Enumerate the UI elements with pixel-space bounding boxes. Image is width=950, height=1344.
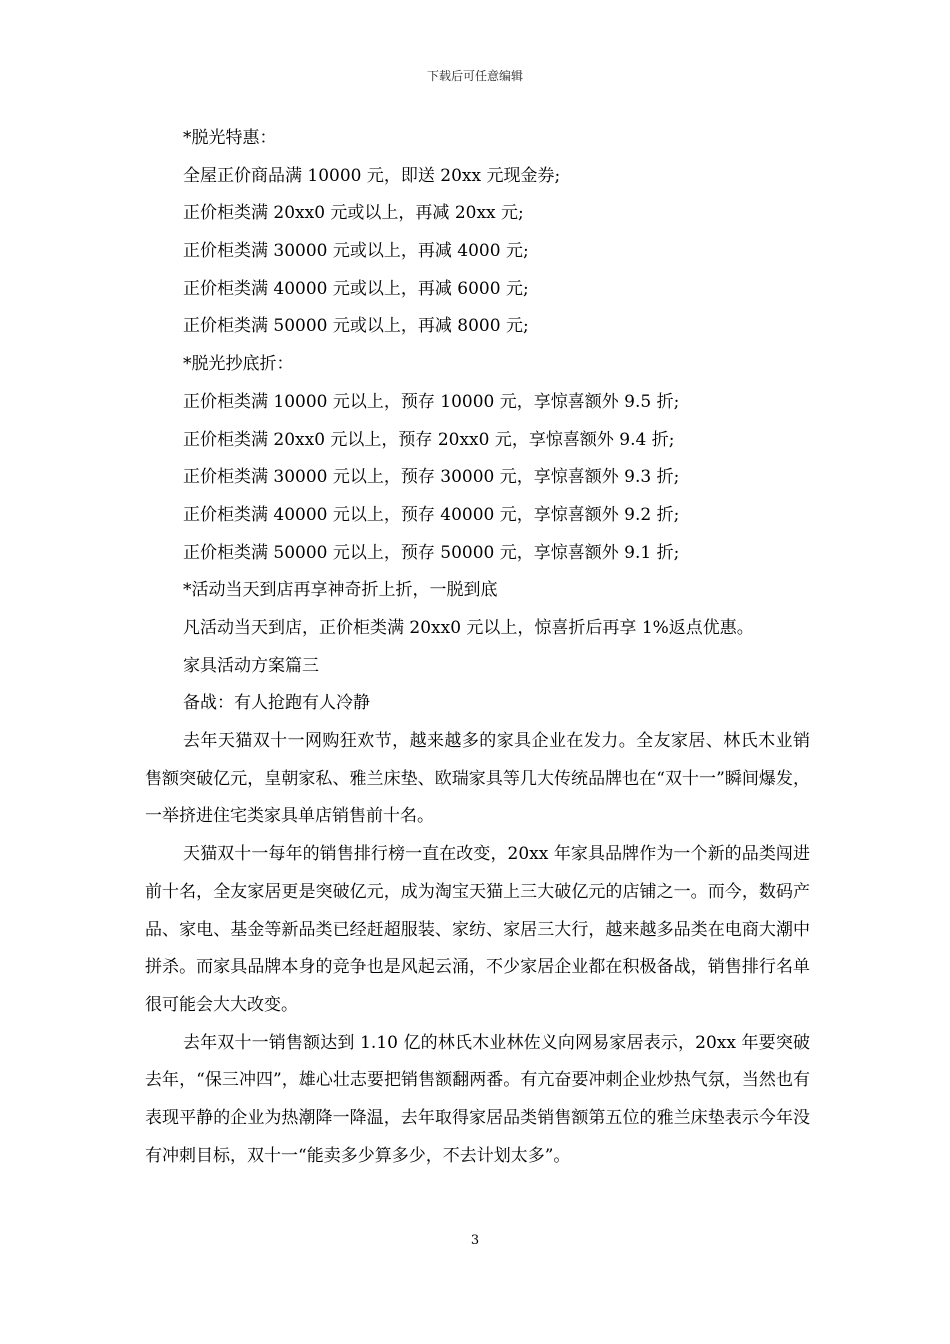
text-line: 全屋正价商品满 10000 元，即送 20xx 元现金券; — [183, 165, 561, 186]
text-line: 正价柜类满 40000 元或以上，再减 6000 元; — [183, 278, 529, 299]
text-line: *脱光抄底折： — [183, 354, 294, 375]
text-line: 正价柜类满 30000 元以上，预存 30000 元，享惊喜额外 9.3 折; — [183, 467, 680, 488]
paragraph: 去年双十一销售额达到 1.10 亿的林氏木业林佐义向网易家居表示，20xx 年要突破去年，“保三冲四”，雄心壮志要把销售额翻两番。有亢奋要冲刺企业炒热气氛，当然也有表现平静的企业为热潮降一降温，去年取得家居品类销售额第五位的雅兰床垫表示今年没有冲刺目标，双十一“能卖多少算多少，不去计划太多”。 — [145, 1032, 810, 1166]
text-line: *活动当天到店再享神奇折上折，一脱到底 — [183, 580, 498, 601]
text-line: 正价柜类满 20xx0 元以上，预存 20xx0 元，享惊喜额外 9.4 折; — [183, 429, 675, 450]
paragraph: 天猫双十一每年的销售排行榜一直在改变，20xx 年家具品牌作为一个新的品类闯进前十名，全友家居更是突破亿元，成为淘宝天猫上三大破亿元的店铺之一。而今，数码产品、家电、基金等新品类已经赶超服装、家纺、家居三大行，越来越多品类在电商大潮中拼杀。而家具品牌本身的竞争也是风起云涌，不少家居企业都在积极备战，销售排行名单很可能会大大改变。 — [145, 844, 810, 1015]
page-header: 下载后可任意编辑 — [426, 69, 523, 83]
paragraph: 去年天猫双十一网购狂欢节，越来越多的家具企业在发力。全友家居、林氏木业销售额突破亿元，皇朝家私、雅兰床垫、欧瑞家具等几大传统品牌也在“双十一”瞬间爆发，一举挤进住宅类家具单店销售前十名。 — [145, 731, 810, 827]
text-line: 正价柜类满 20xx0 元或以上，再减 20xx 元; — [183, 203, 524, 224]
text-line: 正价柜类满 30000 元或以上，再减 4000 元; — [183, 241, 529, 262]
section-title: 家具活动方案篇三 — [183, 655, 319, 676]
document-body — [145, 120, 810, 1175]
text-line: 凡活动当天到店，正价柜类满 20xx0 元以上，惊喜折后再享 1%返点优惠。 — [183, 617, 754, 638]
page-number: 3 — [470, 1233, 480, 1248]
text-line: 正价柜类满 10000 元以上，预存 10000 元，享惊喜额外 9.5 折; — [183, 391, 680, 412]
text-line: *脱光特惠： — [183, 128, 277, 148]
text-line: 备战：有人抢跑有人冷静 — [183, 693, 370, 714]
text-line: 正价柜类满 50000 元以上，预存 50000 元，享惊喜额外 9.1 折; — [183, 542, 680, 563]
text-line: 正价柜类满 50000 元或以上，再减 8000 元; — [183, 316, 529, 337]
text-line: 正价柜类满 40000 元以上，预存 40000 元，享惊喜额外 9.2 折; — [183, 504, 680, 525]
